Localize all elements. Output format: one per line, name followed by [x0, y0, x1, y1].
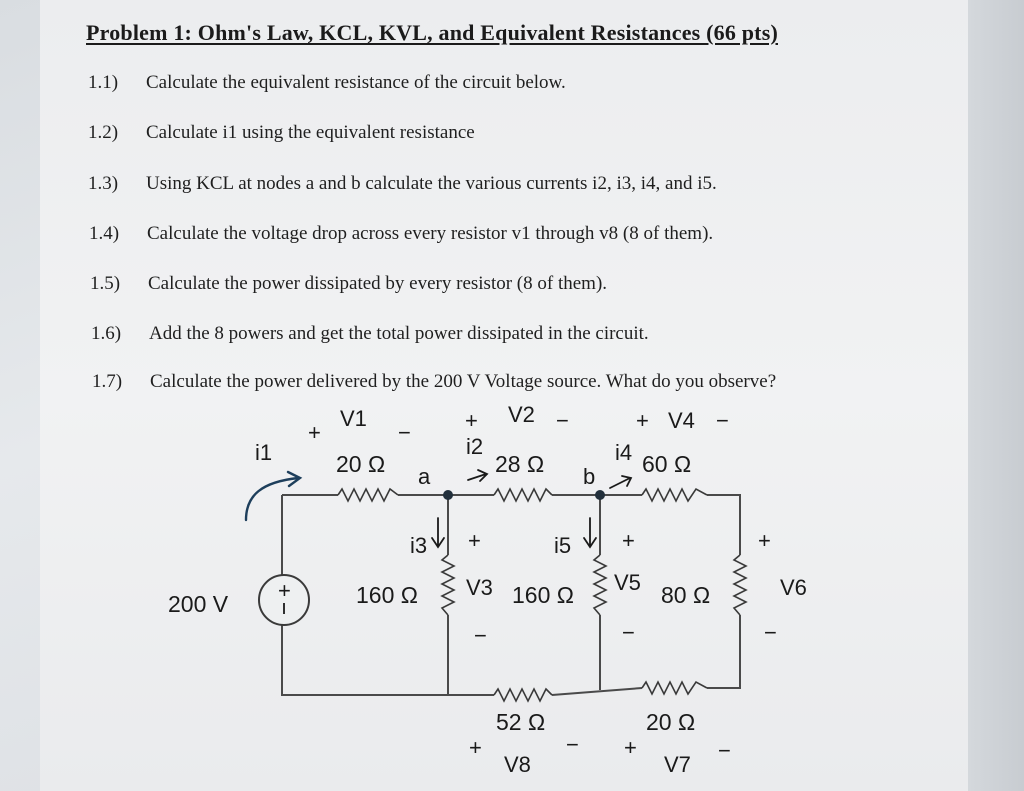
handwritten-v7-minus: −: [718, 738, 731, 763]
resistor-r6-label: 80 Ω: [661, 582, 711, 608]
handwritten-v6-minus: −: [764, 620, 777, 645]
handwritten-v3-plus: +: [468, 528, 481, 553]
question-number: 1.4): [89, 223, 120, 244]
node-a-dot: [443, 490, 453, 500]
handwritten-v7-plus: +: [624, 735, 637, 760]
resistor-r8: [494, 689, 552, 701]
question-text: Calculate the power delivered by the 200 V Voltage source. What do you observe?: [150, 371, 777, 392]
current-i4-arrow: [610, 476, 631, 488]
handwritten-v3: V3: [466, 575, 493, 600]
resistor-r1-label: 20 Ω: [336, 451, 386, 477]
handwritten-i4: i4: [615, 440, 633, 465]
source-label: 200 V: [168, 591, 229, 617]
question-text: Calculate the equivalent resistance of the circuit below.: [146, 72, 566, 93]
resistor-r4-label: 60 Ω: [642, 451, 692, 477]
question-number: 1.1): [88, 72, 119, 93]
resistor-r7-label: 20 Ω: [646, 709, 696, 735]
question-text: Calculate i1 using the equivalent resistance: [146, 122, 475, 143]
handwritten-v5-minus: −: [622, 620, 635, 645]
handwritten-v3-minus: −: [474, 623, 487, 648]
handwritten-v6-plus: +: [758, 528, 771, 553]
handwritten-v1-minus: −: [398, 420, 411, 445]
question-number: 1.2): [88, 122, 119, 143]
current-i3-arrow: [432, 518, 444, 547]
current-i5-arrow: [584, 518, 596, 547]
handwritten-node-b: b: [583, 464, 596, 489]
handwritten-i1: i1: [255, 440, 273, 465]
handwritten-v6: V6: [780, 575, 807, 600]
handwritten-i3: i3: [410, 533, 428, 558]
resistor-r7: [642, 682, 707, 694]
resistor-r8-label: 52 Ω: [496, 709, 546, 735]
handwritten-v7: V7: [664, 752, 691, 777]
resistor-r3-label: 160 Ω: [356, 582, 418, 608]
handwritten-v8: V8: [504, 752, 531, 777]
handwritten-v1-plus: +: [308, 420, 321, 445]
resistor-r5: [594, 555, 606, 615]
handwritten-v4-plus: +: [636, 408, 649, 433]
question-text: Add the 8 powers and get the total power dissipated in the circuit.: [149, 323, 649, 344]
wire-top: [707, 495, 740, 555]
resistor-r2-label: 28 Ω: [495, 451, 545, 477]
resistor-r3: [442, 555, 454, 615]
handwritten-v5: V5: [614, 570, 641, 595]
handwritten-v4: V4: [668, 408, 695, 433]
resistor-r4: [642, 489, 707, 501]
handwritten-v8-plus: +: [469, 735, 482, 760]
resistor-r5-label: 160 Ω: [512, 582, 574, 608]
question-text: Calculate the power dissipated by every resistor (8 of them).: [148, 273, 608, 294]
handwritten-v2: V2: [508, 402, 535, 427]
handwritten-v4-minus: −: [716, 408, 729, 433]
resistor-r1: [338, 489, 398, 501]
node-b-dot: [595, 490, 605, 500]
source-plus-sign: +: [278, 578, 291, 603]
resistor-r6: [734, 555, 746, 615]
handwritten-v2-plus: +: [465, 408, 478, 433]
handwritten-node-a: a: [418, 464, 431, 489]
problem-title: Problem 1: Ohm's Law, KCL, KVL, and Equivalent Resistances (66 pts): [86, 20, 778, 45]
handwritten-v2-minus: −: [556, 408, 569, 433]
question-number: 1.7): [92, 371, 123, 392]
question-number: 1.3): [88, 173, 119, 194]
wire-bottom-mid: [552, 688, 642, 695]
question-text: Using KCL at nodes a and b calculate the various currents i2, i3, i4, and i5.: [146, 173, 717, 194]
resistor-r2: [494, 489, 552, 501]
handwritten-v1: V1: [340, 406, 367, 431]
handwritten-i5: i5: [554, 533, 572, 558]
handwritten-v5-plus: +: [622, 528, 635, 553]
question-number: 1.5): [90, 273, 121, 294]
question-text: Calculate the voltage drop across every resistor v1 through v8 (8 of them).: [147, 223, 714, 244]
question-number: 1.6): [91, 323, 122, 344]
handwritten-v8-minus: −: [566, 732, 579, 757]
current-i2-arrow: [468, 470, 487, 481]
wire-left-bottom: [282, 625, 494, 695]
handwritten-i2: i2: [466, 434, 484, 459]
wire-right: [707, 615, 740, 688]
